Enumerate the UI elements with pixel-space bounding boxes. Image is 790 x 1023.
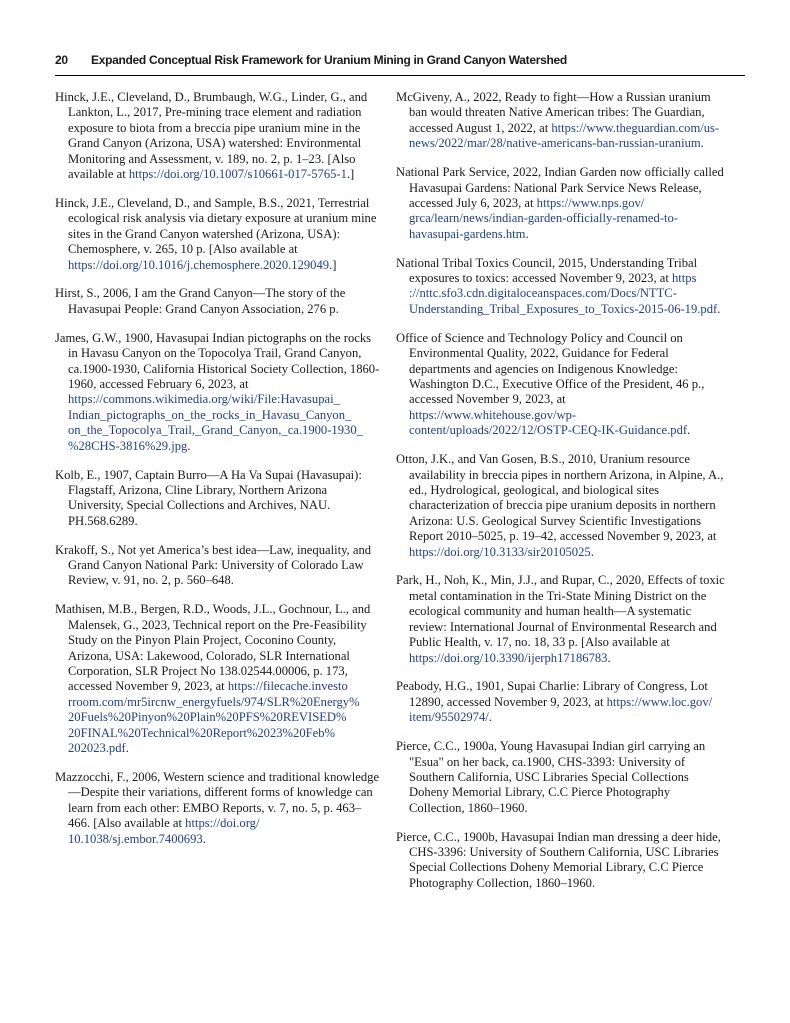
reference-pierce-1900b: Pierce, C.C., 1900b, Havasupai Indian man dressing a deer hide, CHS-3396: University of Southern California, USC Libraries Special Collections Doheny Memorial Library, C.C Pierce Photography Collection, 1860–1960. <box>396 829 721 890</box>
reference-pierce-1900a: Pierce, C.C., 1900a, Young Havasupai Indian girl carrying an "Esua" on her back, ca.1900, CHS-3393: University of Southern California, USC Libraries Special Collections Doheny Memorial Library, C.C Pierce Photography Collection, 1860–1960. <box>396 739 706 815</box>
reference-link[interactable]: https ://nttc.sfo3.cdn.digitaloceanspaces.com/Docs/NTTC-Understanding_Tribal_Exposures_to_Toxics-2015-06-19.pdf <box>409 271 718 316</box>
reference-nps-2022: National Park Service, 2022, Indian Garden now officially called Havasupai Gardens: National Park Service News Release, accessed July 6, 2023, at https://www.nps.gov/ grca/learn/news/indian-garden-officially-renamed-to-havasupai-gardens.htm. <box>396 165 724 241</box>
running-title: Expanded Conceptual Risk Framework for Uranium Mining in Grand Canyon Watershed <box>91 53 567 67</box>
header-rule <box>55 75 745 76</box>
reference-link[interactable]: https://www.theguardian.com/us-news/2022/mar/28/native-americans-ban-russian-uranium <box>409 120 720 151</box>
reference-link[interactable]: https://commons.wikimedia.org/wiki/File:Havasupai_ Indian_pictographs_on_the_rocks_in_Havasu_Canyon_ on_the_Topocolya_Trail,_Grand_Canyon,_ca.1900-1930_ %28CHS-3816%29.jpg <box>68 392 363 453</box>
reference-nttc-2015: National Tribal Toxics Council, 2015, Understanding Tribal exposures to toxics: accessed November 9, 2023, at https ://nttc.sfo3.cdn.digitaloceanspaces.com/Docs/NTTC-Understanding_Tribal_Exposures_to_Toxics-2015-06-19.pdf. <box>396 255 721 316</box>
reference-peabody-1901: Peabody, H.G., 1901, Supai Charlie: Library of Congress, Lot 12890, accessed November 9, 2023, at https://www.loc.gov/ item/95502974/. <box>396 679 713 725</box>
reference-link[interactable]: https://doi.org/10.1007/s10661-017-5765-1 <box>128 167 347 182</box>
reference-link[interactable]: https://doi.org/10.3390/ijerph17186783 <box>409 650 608 665</box>
left-column <box>55 90 381 860</box>
reference-link[interactable]: https://doi.org/10.3133/sir20105025 <box>409 544 591 559</box>
reference-link[interactable]: https://doi.org/10.1016/j.chemosphere.2020.129049 <box>68 257 330 272</box>
reference-mcgiveny-2022: McGiveny, A., 2022, Ready to fight—How a Russian uranium ban would threaten Native American tribes: The Guardian, accessed August 1, 2022, at https://www.theguardian.com/us-news/2022/mar/28/native-americans-ban-russian-uranium. <box>396 90 720 151</box>
reference-ostp-2022: Office of Science and Technology Policy and Council on Environmental Quality, 2022, Guidance for Federal departments and agencies on Indigenous Knowledge: Washington D.C., Executive Office of the President, 46 p., accessed November 9, 2023, at https://www.whitehouse.gov/wp-content/uploads/2022/12/OSTP-CEQ-IK-Guidance.pdf. <box>396 330 705 438</box>
reference-link[interactable]: https://www.loc.gov/ item/95502974/ <box>409 694 713 725</box>
reference-hinck-2021: Hinck, J.E., Cleveland, D., and Sample, B.S., 2021, Terrestrial ecological risk analysis via dietary exposure at uranium mine sites in the Grand Canyon watershed (Arizona, USA): Chemosphere, v. 265, 10 p. [Also available at https://doi.org/10.1016/j.chemosphere.2020.129049.] <box>55 195 377 272</box>
reference-mazzocchi-2006: Mazzocchi, F., 2006, Western science and traditional knowledge—Despite their variations, different forms of knowledge can learn from each other: EMBO Reports, v. 7, no. 5, p. 463–466. [Also available at https://doi.org/ 10.1038/sj.embor.7400693. <box>55 769 380 846</box>
reference-link[interactable]: https://www.nps.gov/ grca/learn/news/indian-garden-officially-renamed-to-havasupai-gardens.htm <box>409 195 679 241</box>
reference-mathisen-2023: Mathisen, M.B., Bergen, R.D., Woods, J.L., Gochnour, L., and Malensek, G., 2023, Technical report on the Pre-Feasibility Study on the Pinyon Plain Project, Coconino County, Arizona, USA: Lakewood, Colorado, SLR International Corporation, SLR Project No 138.02544.00006, p. 173, accessed November 9, 2023, at https://filecache.investo rroom.com/mr5ircnw_energyfuels/974/SLR%20Energy% 20Fuels%20Pinyon%20Plain%20PFS%20REVISED% 20FINAL%20Technical%20Report%2023%20Feb% 202023.pdf. <box>55 602 371 756</box>
reference-link[interactable]: https://www.whitehouse.gov/wp-content/uploads/2022/12/OSTP-CEQ-IK-Guidance.pdf <box>409 407 688 438</box>
reference-otton-2010: Otton, J.K., and Van Gosen, B.S., 2010, Uranium resource availability in breccia pipes in northern Arizona, in Alpine, A., ed., Hydrological, geological, and biological sites characterization of breccia pipe uranium deposits in northern Arizona: U.S. Geological Survey Scientific Investigations Report 2010–5025, p. 19–42, accessed November 9, 2023, at https://doi.org/10.3133/sir20105025. <box>396 452 724 559</box>
page-number: 20 <box>55 53 68 67</box>
reference-link[interactable]: https://filecache.investo rroom.com/mr5ircnw_energyfuels/974/SLR%20Energy% 20Fuels%20Pinyon%20Plain%20PFS%20REVISED% 20FINAL%20Technical%20Report%2023%20Feb% 202023.pdf <box>68 679 360 756</box>
reference-park-2020: Park, H., Noh, K., Min, J.J., and Rupar, C., 2020, Effects of toxic metal contamination in the Tri-State Mining District on the ecological community and human health—A systematic review: International Journal of Environmental Research and Public Health, v. 17, no. 18, 33 p. [Also available at https://doi.org/10.3390/ijerph17186783. <box>396 573 725 665</box>
reference-hinck-2017: Hinck, J.E., Cleveland, D., Brumbaugh, W.G., Linder, G., and Lankton, L., 2017, Pre-mining trace element and radiation exposure to biota from a breccia pipe uranium mine in the Grand Canyon (Arizona, USA) watershed: Environmental Monitoring and Assessment, v. 189, no. 2, p. 1–23. [Also available at https://doi.org/10.1007/s10661-017-5765-1.] <box>55 90 368 182</box>
page-header <box>55 53 745 67</box>
reference-james-1900: James, G.W., 1900, Havasupai Indian pictographs on the rocks in Havasu Canyon on the Topocolya Trail, Grand Canyon, ca.1900-1930, California Historical Society Collection, 1860-1960, accessed February 6, 2023, at https://commons.wikimedia.org/wiki/File:Havasupai_ Indian_pictographs_on_the_rocks_in_Havasu_Canyon_ on_the_Topocolya_Trail,_Grand_Canyon,_ca.1900-1930_ %28CHS-3816%29.jpg. <box>55 330 380 453</box>
reference-hirst-2006: Hirst, S., 2006, I am the Grand Canyon—The story of the Havasupai People: Grand Canyon Association, 276 p. <box>55 286 346 316</box>
right-column <box>396 90 726 905</box>
reference-link[interactable]: https://doi.org/ 10.1038/sj.embor.7400693 <box>68 816 260 846</box>
reference-krakoff: Krakoff, S., Not yet America’s best idea—Law, inequality, and Grand Canyon National Park: University of Colorado Law Review, v. 91, no. 2, p. 560–648. <box>55 542 372 588</box>
reference-kolb-1907: Kolb, E., 1907, Captain Burro—A Ha Va Supai (Havasupai): Flagstaff, Arizona, Cline Library, Northern Arizona University, Special Collections and Archives, NAU. PH.568.6289. <box>55 467 362 528</box>
